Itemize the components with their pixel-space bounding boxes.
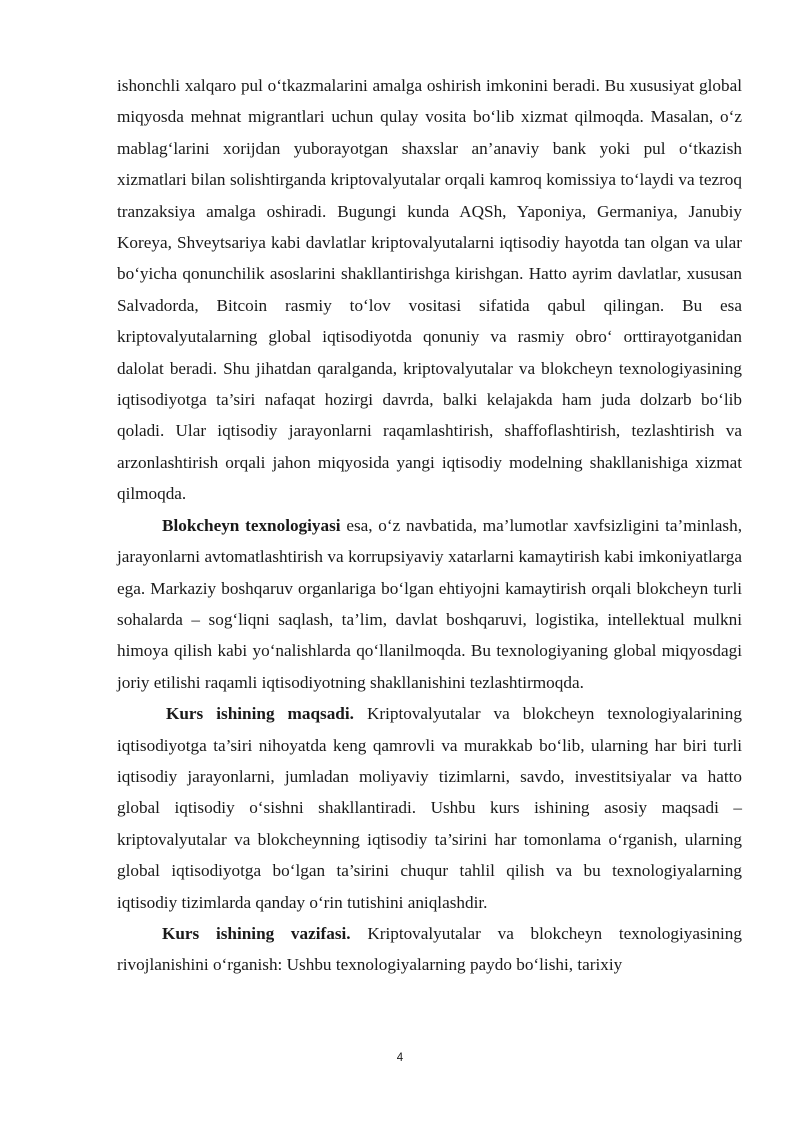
- paragraph-blockchain: [117, 510, 742, 698]
- paragraph-goal: [117, 698, 742, 918]
- paragraph-heading: Kurs ishining maqsadi.: [166, 704, 354, 724]
- paragraph-tasks: [117, 918, 742, 981]
- paragraph-heading: Blokcheyn texnologiyasi: [162, 515, 341, 535]
- paragraph-text: Kriptovalyutalar va blokcheyn texnologiyalarining iqtisodiyotga ta’siri nihoyatda keng qamrovli va murakkab bo‘lib, ularning har biri turli iqtisodiy jarayonlarni, jumladan moliyaviy tizimlarni, savdo, investitsiyalar va hatto global iqtisodiy o‘sishni shakllantiradi. Ushbu kurs ishining asosiy maqsadi – kriptovalyutalar va blokcheynning iqtisodiy ta’sirini har tomonlama o‘rganish, ularning global iqtisodiyotga bo‘lgan ta’sirini chuqur tahlil qilish va bu texnologiyalarning iqtisodiy tizimlarda qanday o‘rin tutishini aniqlashdir.: [117, 704, 742, 912]
- page-number: 4: [396, 1052, 404, 1064]
- paragraph-heading: Kurs ishining vazifasi.: [162, 923, 351, 943]
- paragraph-text: esa, o‘z navbatida, ma’lumotlar xavfsizligini ta’minlash, jarayonlarni avtomatlashtirish va korrupsiyaviy xatarlarni kamaytirish kabi imkoniyatlarga ega. Markaziy boshqaruv organlariga bo‘lgan ehtiyojni kamaytirish orqali blokcheyn turli sohalarda – sog‘liqni saqlash, ta’lim, davlat boshqaruvi, logistika, intellektual mulkni himoya qilish kabi yo‘nalishlarda qo‘llanilmoqda. Bu texnologiyaning global miqyosdagi joriy etilishi raqamli iqtisodiyotning shakllanishini tezlashtirmoqda.: [117, 515, 742, 692]
- paragraph-intro: [117, 70, 742, 510]
- paragraph-text: ishonchli xalqaro pul o‘tkazmalarini amalga oshirish imkonini beradi. Bu xususiyat global miqyosda mehnat migrantlari uchun qulay vosita bo‘lib xizmat qilmoqda. Masalan, o‘z mablag‘larini xorijdan yuborayotgan shaxslar an’anaviy bank yoki pul o‘tkazish xizmatlari bilan solishtirganda kriptovalyutalar orqali kamroq komissiya to‘laydi va tezroq tranzaksiya amalga oshiradi. Bugungi kunda AQSh, Yaponiya, Germaniya, Janubiy Koreya, Shveytsariya kabi davlatlar kriptovalyutalarni iqtisodiy hayotda tan olgan va ular bo‘yicha qonunchilik asoslarini shakllantirishga kirishgan. Hatto ayrim davlatlar, xususan Salvadorda, Bitcoin rasmiy to‘lov vositasi sifatida qabul qilingan. Bu esa kriptovalyutalarning global iqtisodiyotda qonuniy va rasmiy obro‘ orttirayotganidan dalolat beradi. Shu jihatdan qaralganda, kriptovalyutalar va blokcheyn texnologiyasining iqtisodiyotga ta’siri nafaqat hozirgi davrda, balki kelajakda ham juda dolzarb bo‘lib qoladi. Ular iqtisodiy jarayonlarni raqamlashtirish, shaffoflashtirish, tezlashtirish va arzonlashtirish orqali jahon miqyosida yangi iqtisodiy modelning shakllanishiga xizmat qilmoqda.: [117, 76, 742, 504]
- document-body: [117, 70, 742, 981]
- paragraph-text: Kriptovalyutalar va blokcheyn texnologiyasining rivojlanishini o‘rganish: Ushbu texnologiyalarning paydo bo‘lishi, tarixiy: [117, 923, 742, 975]
